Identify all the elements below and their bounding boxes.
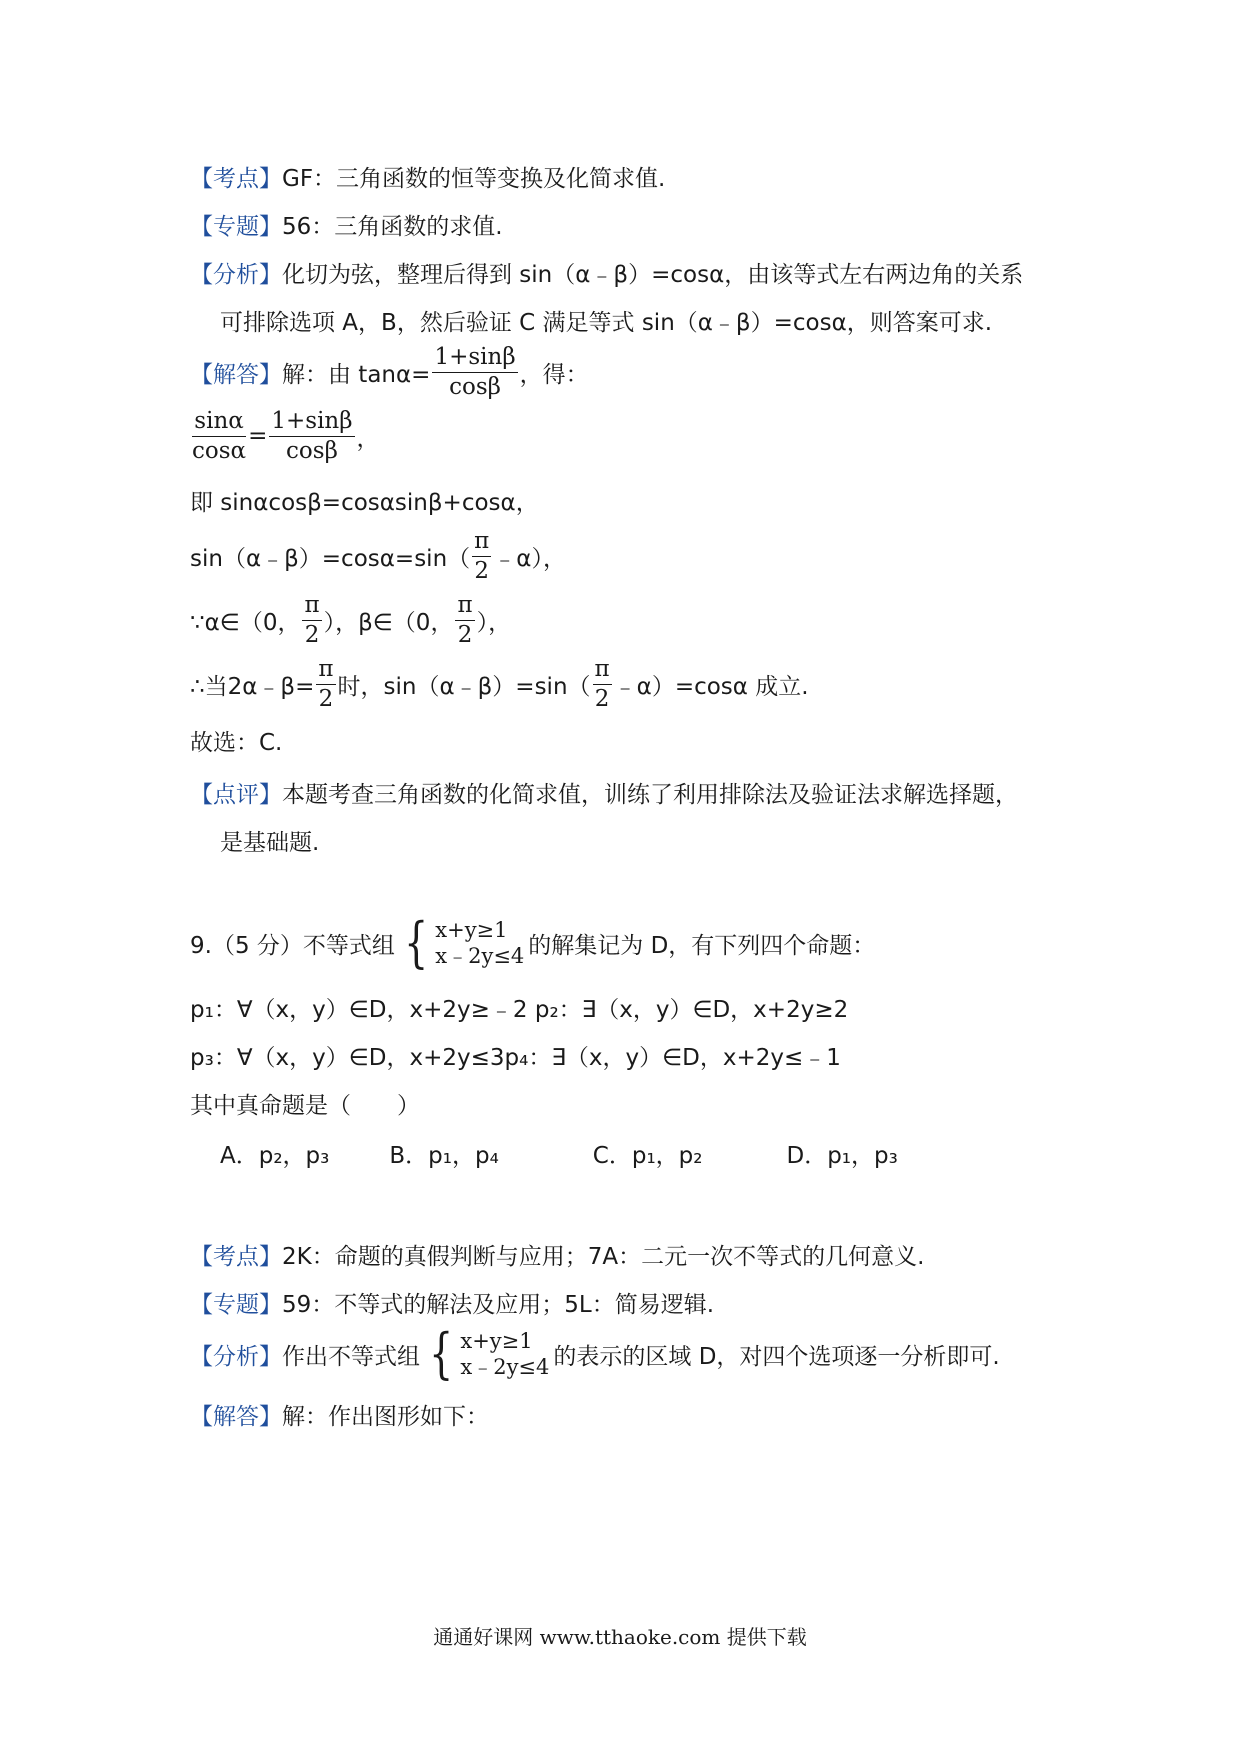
text-run: ），β∈（0， (323, 609, 454, 636)
text-run: C．p₁，p₂ (592, 1142, 703, 1169)
text-line (190, 591, 512, 648)
text-run: 2K：命题的真假判断与应用；7A：二元一次不等式的几何意义. (282, 1243, 925, 1270)
text-run: 是基础题. (220, 829, 320, 856)
text-run: B．p₁，p₄ (389, 1142, 499, 1169)
text-run: p₃：∀（x，y）∈D，x+2y≤3p₄：∃（x，y）∈D，x+2y≤﹣1 (190, 1044, 841, 1071)
text-run: p₁：∀（x，y）∈D，x+2y≥﹣2 p₂：∃（x，y）∈D，x+2y≥2 (190, 996, 849, 1023)
text-run: ， (356, 425, 380, 452)
inequality-row: x﹣2y≤4 (460, 1355, 550, 1379)
text-run: ∴当2α﹣β= (190, 673, 315, 700)
text-line (190, 1035, 841, 1075)
inequality-row: x﹣2y≤4 (435, 944, 525, 968)
inequality-row: x+y≥1 (460, 1328, 533, 1353)
text-line (190, 204, 503, 244)
text-line (190, 252, 1023, 292)
fraction (316, 655, 335, 712)
text-run: 其中真命题是（ ） (190, 1092, 420, 1119)
text-run: 59：不等式的解法及应用；5L：简易逻辑. (282, 1291, 715, 1318)
text-run: 的表示的区域 D，对四个选项逐一分析即可. (553, 1343, 1000, 1370)
text-line (190, 1133, 898, 1173)
inequality-system (424, 1322, 550, 1385)
text-run: 解：作出图形如下： (282, 1403, 489, 1430)
text-line (190, 720, 282, 760)
fraction (269, 407, 354, 464)
fraction-numerator: π (593, 658, 612, 685)
text-line (190, 527, 566, 584)
text-run: 解：由 tanα= (282, 361, 431, 388)
text-line (190, 1322, 1000, 1385)
text-run: 作出不等式组 (282, 1343, 420, 1370)
section-tag: 【点评】 (190, 781, 282, 808)
text-line (190, 1083, 420, 1123)
page-footer: 通通好课网 www.tthaoke.com 提供下载 (433, 1625, 807, 1649)
text-run: 故选：C. (190, 729, 283, 756)
text-line (190, 1282, 714, 1322)
fraction (472, 527, 491, 584)
fraction (192, 407, 247, 464)
inequality-system (399, 911, 525, 974)
fraction (455, 591, 474, 648)
text-line (190, 1394, 489, 1434)
text-run: ﹣α）， (493, 545, 566, 572)
fraction-denominator: 2 (474, 557, 490, 584)
text-line (190, 407, 380, 464)
section-tag: 【解答】 (190, 361, 282, 388)
fraction-denominator: cosα (192, 437, 247, 464)
left-brace-icon: { (404, 911, 429, 974)
fraction (302, 591, 321, 648)
fraction (432, 343, 517, 400)
section-tag: 【专题】 (190, 213, 282, 240)
inequality-row: x+y≥1 (435, 917, 508, 942)
fraction-numerator: π (316, 658, 335, 685)
text-run: D．p₁，p₃ (786, 1142, 898, 1169)
fraction-denominator: cosβ (286, 437, 338, 464)
text-run: GF：三角函数的恒等变换及化简求值. (282, 165, 666, 192)
fraction-numerator: π (302, 594, 321, 621)
text-run: 9.（5 分）不等式组 (190, 932, 395, 959)
text-line (190, 987, 848, 1027)
text-line (220, 820, 319, 860)
section-tag: 【专题】 (190, 1291, 282, 1318)
text-run: = (248, 423, 268, 449)
text-run: ）， (476, 609, 512, 636)
fraction-denominator: 2 (594, 685, 610, 712)
text-line (190, 1234, 924, 1274)
fraction-denominator: 2 (318, 685, 334, 712)
section-tag: 【分析】 (190, 1343, 282, 1370)
text-line (190, 480, 539, 520)
text-run: 本题考查三角函数的化简求值，训练了利用排除法及验证法求解选择题， (282, 781, 1018, 808)
text-run: ﹣α）=cosα 成立. (613, 673, 809, 700)
text-run: 即 sinαcosβ=cosαsinβ+cosα， (190, 489, 539, 516)
text-run: 时，sin（α﹣β）=sin（ (337, 673, 591, 700)
text-run: sin（α﹣β）=cosα=sin（ (190, 545, 471, 572)
text-run: ，得： (519, 361, 589, 388)
fraction-numerator: 1+sinβ (432, 346, 517, 373)
fraction-numerator: sinα (192, 410, 246, 437)
text-run: 化切为弦，整理后得到 sin（α﹣β）=cosα，由该等式左右两边角的关系 (282, 261, 1024, 288)
fraction (593, 655, 612, 712)
fraction-denominator: cosβ (449, 373, 501, 400)
fraction-numerator: π (472, 530, 491, 557)
text-line (190, 156, 665, 196)
text-line (220, 300, 992, 340)
section-tag: 【分析】 (190, 261, 282, 288)
text-run: A．p₂，p₃ (220, 1142, 330, 1169)
fraction-numerator: 1+sinβ (269, 410, 354, 437)
fraction-numerator: π (455, 594, 474, 621)
text-line (190, 911, 876, 974)
text-line (190, 343, 589, 400)
text-line (190, 655, 809, 712)
fraction-denominator: 2 (304, 621, 320, 648)
section-tag: 【考点】 (190, 165, 282, 192)
text-line (190, 772, 1018, 812)
text-run: 可排除选项 A，B，然后验证 C 满足等式 sin（α﹣β）=cosα，则答案可求. (220, 309, 993, 336)
text-run: ∵α∈（0， (190, 609, 301, 636)
text-run: 56：三角函数的求值. (282, 213, 503, 240)
section-tag: 【解答】 (190, 1403, 282, 1430)
fraction-denominator: 2 (457, 621, 473, 648)
left-brace-icon: { (429, 1322, 454, 1385)
section-tag: 【考点】 (190, 1243, 282, 1270)
text-run: 的解集记为 D，有下列四个命题： (528, 932, 876, 959)
